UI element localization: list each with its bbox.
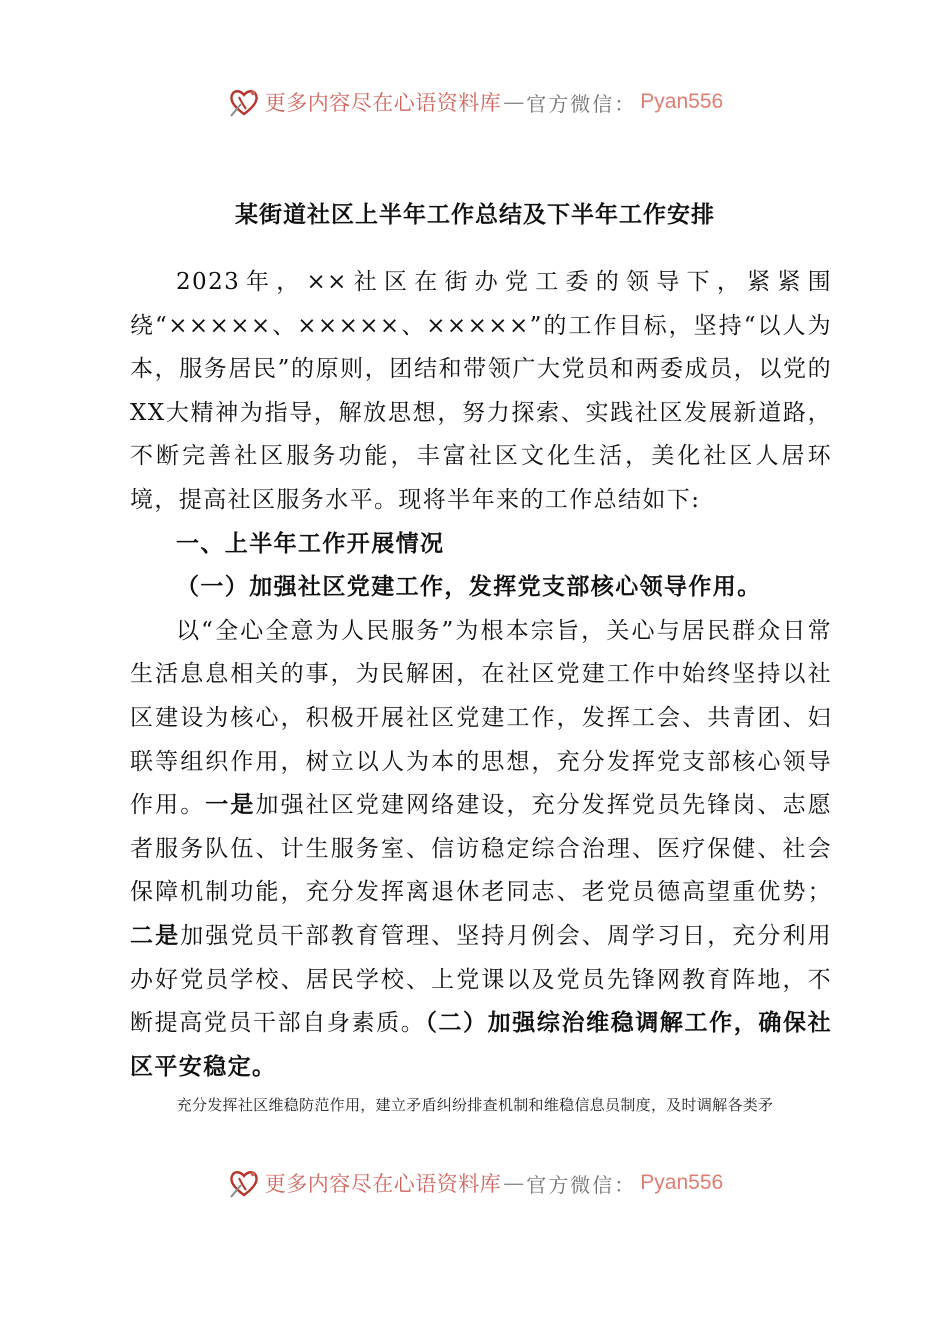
small-text-line: 充分发挥社区维稳防范作用，建立矛盾纠纷排查机制和维稳信息员制度，及时调解各类矛: [176, 1096, 774, 1114]
subsection-heading-2: （二）加强综治维稳调解工作，确保社区平安稳定。: [130, 1010, 832, 1080]
watermark-separator: —: [503, 90, 525, 114]
section-heading-1: 一、上半年工作开展情况: [176, 530, 445, 557]
watermark-wechat-id: Pyan556: [640, 1171, 724, 1194]
watermark-separator: —: [503, 1171, 525, 1195]
party-building-text-1: 以“全心全意为人民服务”为根本宗旨，关心与居民群众日常生活息息相关的事，为民解困，在社区党建工作中始终坚持以社区建设为核心，积极开展社区党建工作，发挥工会、共青团、妇联等组织作用，树立以人为本的思想，充分发挥党支部核心领导作用。: [130, 617, 832, 819]
subsection-heading-1: （一）加强社区党建工作，发挥党支部核心领导作用。: [176, 574, 762, 601]
point-two-label: 二是: [130, 922, 181, 949]
heart-pen-logo-icon: [227, 1166, 261, 1200]
watermark-brand-text: 更多内容尽在心语资料库: [264, 91, 502, 115]
intro-paragraph: 2023年，××社区在街办党工委的领导下，紧紧围绕“×××××、×××××、×××××”的工作目标，坚持“以人为本，服务居民”的原则，团结和带领广大党员和两委成员，以党的XX大精神为指导，解放思想，努力探索、实践社区发展新道路，不断完善社区服务功能，丰富社区文化生活，美化社区人居环境，提高社区服务水平。现将半年来的工作总结如下:: [130, 269, 832, 513]
party-building-paragraph: [130, 610, 832, 1090]
document-body: [130, 261, 832, 1089]
watermark-banner-top: [0, 82, 950, 122]
document-title: 某街道社区上半年工作总结及下半年工作安排: [235, 202, 715, 228]
watermark-wechat-id: Pyan556: [640, 90, 724, 113]
party-building-text-3: 加强党员干部教育管理、坚持月例会、周学习日，充分利用办好党员学校、居民学校、上党课以及党员先锋网教育阵地，不断提高党员干部自身素质。: [130, 922, 832, 1037]
party-building-text-2: 加强社区党建网络建设，充分发挥党员先锋岗、志愿者服务队伍、计生服务室、信访稳定综合治理、医疗保健、社会保障机制功能，充分发挥离退休老同志、老党员德高望重优势；: [130, 792, 833, 906]
point-one-label: 一是: [205, 792, 256, 819]
watermark-wechat-label: 官方微信：: [526, 91, 637, 116]
watermark-banner-bottom: [0, 1163, 950, 1203]
watermark-wechat-label: 官方微信：: [526, 1172, 637, 1197]
heart-pen-logo-icon: [227, 85, 261, 119]
watermark-brand-text: 更多内容尽在心语资料库: [264, 1172, 502, 1196]
